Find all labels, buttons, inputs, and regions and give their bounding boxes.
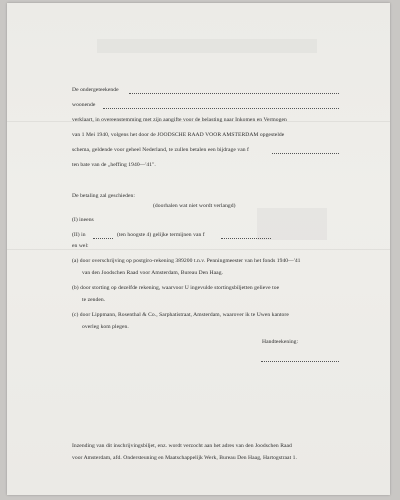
payment-method-b-cont: te zenden. (82, 297, 106, 303)
footer-instruction: voor Amsterdam, afd. Ondersteuning en Maatschappelijk Werk, Bureau Den Haag, Hartogstraat 1. (72, 455, 297, 461)
declaration-line: van 1 Mei 1940, volgens het door de JOODSCHE RAAD VOOR AMSTERDAM opgestelde (72, 132, 285, 138)
footer-instruction: Inzending van dit inschrijvingsbiljet, enz. wordt verzocht aan het adres van den Joodschen Raad (72, 443, 292, 449)
installment-amount-field[interactable] (221, 238, 271, 239)
paper-fold (7, 249, 390, 250)
signature-label: Handteekening: (262, 339, 299, 345)
payment-option-once[interactable]: (I) ineens (72, 217, 94, 223)
residence-label: woonende (72, 102, 96, 108)
payment-method-a-cont: van den Joodschen Raad voor Amsterdam, Bureau Den Haag. (82, 270, 224, 276)
payment-method-a[interactable]: (a) door overschrijving op postgiro-rekening 389200 t.n.v. Penningmeester van het fonds 1940—'41 (72, 258, 301, 264)
payment-option-installments[interactable]: (II) in (72, 232, 86, 238)
document-page (7, 3, 390, 495)
contribution-amount-field[interactable] (272, 153, 339, 154)
residence-field[interactable] (103, 108, 339, 109)
payment-method-c-cont: overleg kom plegen. (82, 324, 129, 330)
signer-name-field[interactable] (129, 93, 339, 94)
payment-intro: De betaling zal geschieden: (72, 193, 136, 199)
signer-label: De ondergeteekende (72, 87, 119, 93)
payment-method-c[interactable]: (c) door Lippmann, Rosenthal & Co., Sarphatistraat, Amsterdam, waarover ik te Uwen kantore (72, 312, 289, 318)
installment-count-field[interactable] (93, 238, 113, 239)
show-through-text (257, 208, 327, 240)
declaration-line: verklaart, in overeenstemming met zijn aangifte voor de belasting naar Inkomen en Vermogen (72, 117, 287, 123)
strike-note: (doorhalen wat niet wordt verlangd) (153, 203, 236, 209)
declaration-line: schema, geldende voor geheel Nederland, te zullen betalen een bijdrage van f (72, 147, 249, 153)
installment-text: (ten hoogste 4) gelijke termijnen van f (117, 232, 205, 238)
signature-field[interactable] (261, 361, 339, 362)
declaration-line: ten bate van de „heffing 1940—'41". (72, 162, 156, 168)
show-through-text (97, 39, 317, 53)
payment-method-b[interactable]: (b) door storting op dezelfde rekening, waarvoor U ingevulde stortingsbiljetten gelieve toe (72, 285, 280, 291)
and-namely-label: en wel: (72, 243, 89, 249)
